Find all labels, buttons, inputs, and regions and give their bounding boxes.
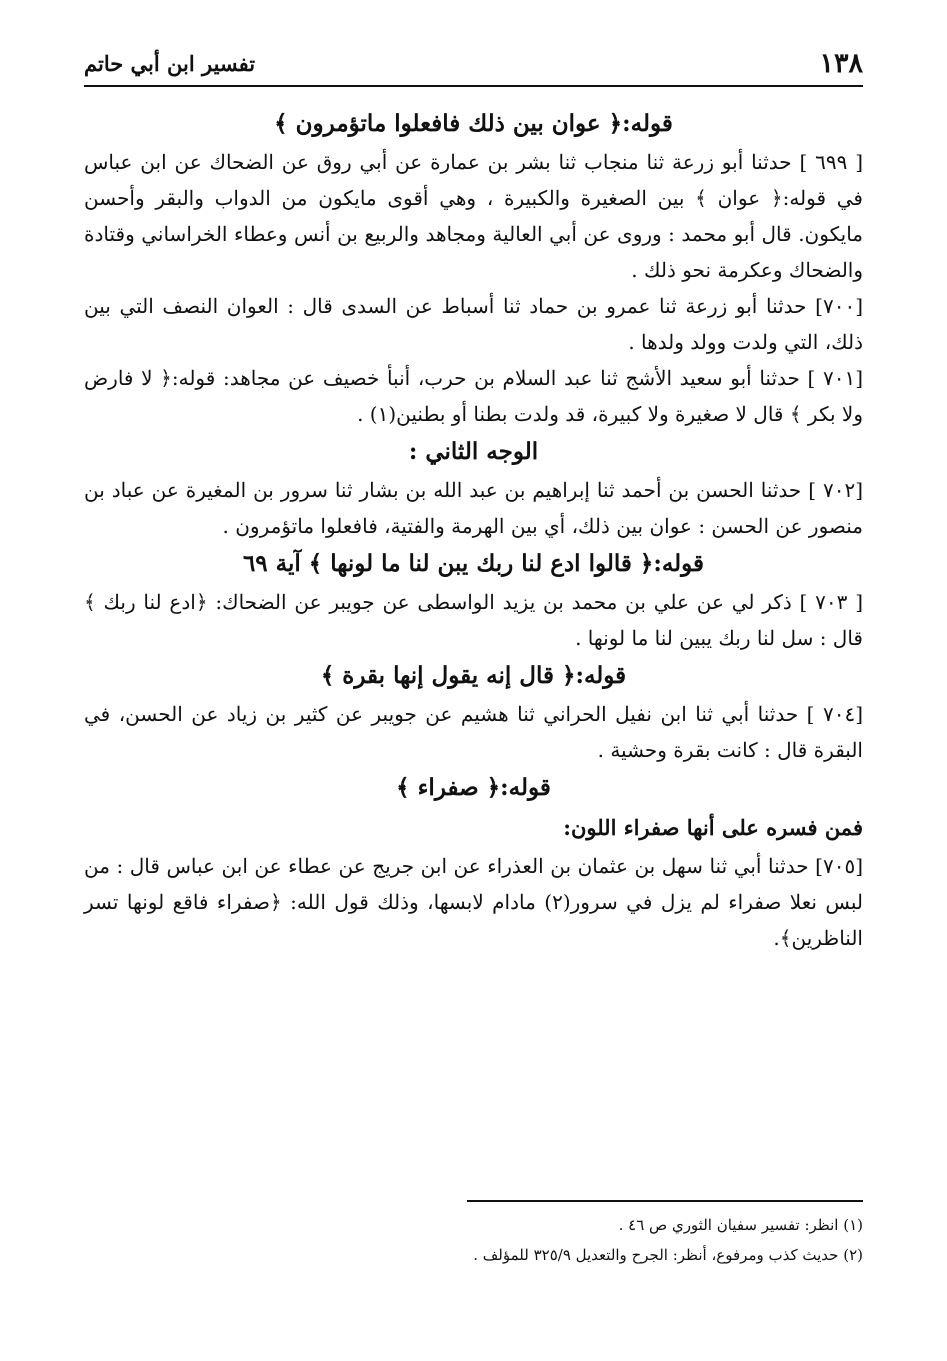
header-rule: [84, 85, 863, 87]
footnotes: [84, 1210, 863, 1270]
narration-704: [٧٠٤ ] حدثنا أبي ثنا ابن نفيل الحراني ثنا هشيم عن جويبر عن كثير بن زياد عن الحسن، في البقرة قال : كانت بقرة وحشية .: [84, 702, 863, 762]
footnote-1: (١) انظر: تفسير سفيان الثوري ص ٤٦ .: [618, 1216, 863, 1234]
narration-703: [ ٧٠٣ ] ذكر لي عن علي بن محمد بن يزيد الواسطى عن جويبر عن الضحاك: ﴿ادع لنا ربك ﴾ قال : سل لنا ربك يبين لنا ما لونها .: [84, 590, 863, 650]
verse-heading-yellow: قوله:﴿ صفراء ﴾: [396, 774, 551, 801]
narration-700: [٧٠٠] حدثنا أبو زرعة ثنا عمرو بن حماد ثنا أسباط عن السدى قال : العوان النصف التي بين ذلك، التي ولدت وولد ولدها .: [84, 294, 863, 354]
verse-heading-cow: قوله:﴿ قال إنه يقول إنها بقرة ﴾: [320, 662, 627, 689]
main-text: [84, 104, 863, 956]
section-heading-second-view: الوجه الثاني :: [408, 438, 539, 465]
subheading-yellow-color: فمن فسره على أنها صفراء اللون:: [563, 815, 863, 840]
narration-701: [٧٠١ ] حدثنا أبو سعيد الأشج ثنا عبد السلام بن حرب، أنبأ خصيف عن مجاهد: قوله:﴿ لا فارض ولا بكر ﴾ قال لا صغيرة ولا كبيرة، قد ولدت بطنا أو بطنين(١) .: [84, 366, 863, 426]
narration-699: [ ٦٩٩ ] حدثنا أبو زرعة ثنا منجاب ثنا بشر بن عمارة عن أبي روق عن الضحاك عن ابن عباس في قوله:﴿ عوان ﴾ بين الصغيرة والكبيرة ، وهي أقوى مايكون من الدواب والبقر وأحسن مايكون. قال أبو محمد : وروى عن أبي العالية ومجاهد والربيع بن أنس وعطاء الخراساني وقتادة والضحاك وعكرمة نحو ذلك .: [84, 150, 863, 282]
narration-702: [٧٠٢ ] حدثنا الحسن بن أحمد ثنا إبراهيم بن عبد الله بن بشار ثنا سرور بن المغيرة عن عباد بن منصور عن الحسن : عوان بين ذلك، أي بين الهرمة والفتية، فافعلوا ماتؤمرون .: [84, 478, 863, 538]
footnote-2: (٢) حديث كذب ومرفوع، أنظر: الجرح والتعديل ٣٢٥/٩ للمؤلف .: [473, 1246, 863, 1264]
running-head: [84, 46, 863, 80]
book-title: تفسير ابن أبي حاتم: [84, 50, 256, 76]
page-number: ١٣٨: [819, 47, 863, 79]
verse-heading: قوله:﴿ عوان بين ذلك فافعلوا ماتؤمرون ﴾: [274, 110, 673, 137]
footnote-rule: [467, 1200, 863, 1202]
narration-705: [٧٠٥] حدثنا أبي ثنا سهل بن عثمان بن العذراء عن ابن جريج عن عطاء عن ابن عباس قال : من لبس نعلا صفراء لم يزل في سرور(٢) مادام لابسها، وذلك قول الله: ﴿صفراء فاقع لونها تسر الناظرين﴾.: [84, 854, 863, 950]
verse-heading-69: قوله:﴿ قالوا ادع لنا ربك يبن لنا ما لونها ﴾ آية ٦٩: [242, 550, 705, 577]
